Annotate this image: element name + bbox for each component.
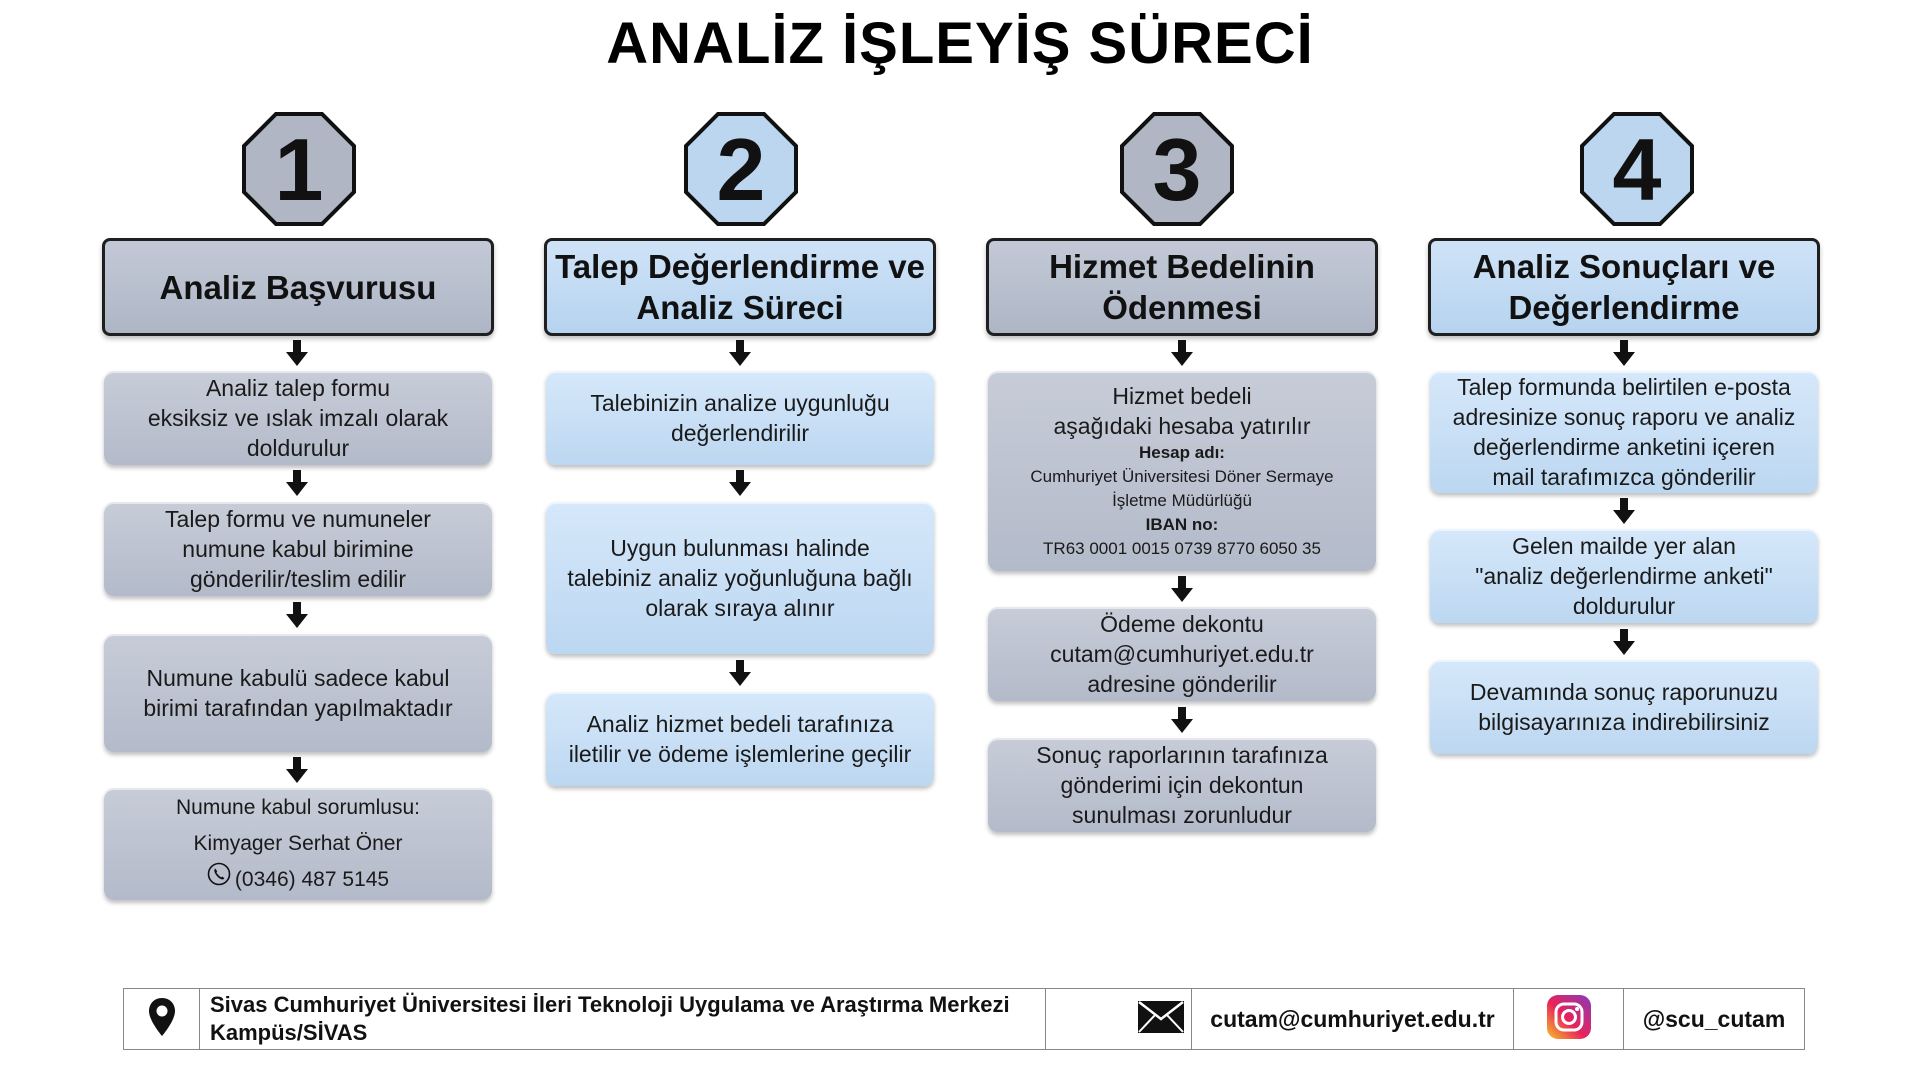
badge-number-4: 4 (1612, 120, 1662, 219)
step-text: Gelen mailde yer alan (1512, 533, 1736, 559)
step-box (104, 371, 492, 465)
step-text: Devamında sonuç raporunuzu (1469, 679, 1779, 705)
step-text: birimi tarafından yapılmaktadır (143, 695, 453, 721)
step-text: Analiz hizmet bedeli tarafınıza (586, 711, 894, 737)
down-arrow-icon (1171, 576, 1193, 602)
step-text: Sonuç raporlarının tarafınıza (1036, 742, 1328, 768)
instagram-handle[interactable]: @scu_cutam (1642, 1006, 1786, 1032)
footer-email[interactable]: cutam@cumhuriyet.edu.tr (1210, 1006, 1495, 1032)
step-text: aşağıdaki hesaba yatırılır (1053, 413, 1311, 439)
down-arrow-icon (1613, 498, 1635, 524)
badge-number-2: 2 (716, 120, 766, 219)
address-line: Sivas Cumhuriyet Üniversitesi İleri Teknoloji Uygulama ve Araştırma Merkezi (210, 992, 1010, 1017)
step-box (546, 371, 934, 465)
location-cell (124, 989, 200, 1049)
step-text: Hizmet bedeli (1112, 383, 1252, 409)
down-arrow-icon (729, 660, 751, 686)
step-text: Talep formu ve numuneler (165, 506, 431, 532)
header-line: Değerlendirme (1508, 289, 1740, 326)
column-header-4 (1428, 238, 1820, 336)
step-text: gönderimi için dekontun (1060, 772, 1304, 798)
step-badge-2 (682, 110, 800, 228)
step-text: adresinize sonuç raporu ve analiz (1452, 404, 1796, 430)
payment-box (988, 371, 1376, 571)
instagram-icon[interactable] (1545, 993, 1593, 1046)
down-arrow-icon (286, 757, 308, 783)
step-badge-4 (1578, 110, 1696, 228)
step-text: iletilir ve ödeme işlemlerine geçilir (568, 741, 912, 767)
page-title: ANALİZ İŞLEYİŞ SÜRECİ (606, 11, 1314, 76)
step-box (104, 502, 492, 596)
step-text: bilgisayarınıza indirebilirsiniz (1478, 709, 1770, 735)
step-text: adresine gönderilir (1087, 671, 1277, 697)
down-arrow-icon (729, 470, 751, 496)
down-arrow-icon (1613, 340, 1635, 366)
down-arrow-icon (286, 602, 308, 628)
step-badge-1 (240, 110, 358, 228)
step-box (1430, 660, 1818, 754)
contact-box (104, 788, 492, 900)
badge-number-3: 3 (1152, 120, 1202, 219)
down-arrow-icon (1613, 629, 1635, 655)
address-line: Kampüs/SİVAS (210, 1020, 368, 1045)
step-box (104, 634, 492, 752)
step-text: Ödeme dekontu (1100, 611, 1264, 637)
column-header-3 (986, 238, 1378, 336)
header-line: Hizmet Bedelinin (1049, 248, 1315, 285)
iban-value: TR63 0001 0015 0739 8770 6050 35 (1043, 539, 1321, 558)
step-text: olarak sıraya alınır (645, 595, 835, 621)
step-text: doldurulur (246, 435, 350, 461)
step-box (988, 738, 1376, 832)
envelope-icon (1137, 1000, 1185, 1039)
envelope-cell (1046, 989, 1192, 1049)
down-arrow-icon (729, 340, 751, 366)
column-header-1 (102, 238, 494, 336)
step-text: eksiksiz ve ıslak imzalı olarak (147, 405, 449, 431)
phone-icon (207, 862, 231, 898)
step-text: Talebinizin analize uygunluğu (590, 390, 890, 416)
column-header-2 (544, 238, 936, 336)
step-box (546, 692, 934, 786)
email-link[interactable]: cutam@cumhuriyet.edu.tr (1050, 641, 1314, 667)
step-text: sunulması zorunludur (1072, 802, 1292, 828)
badge-number-1: 1 (274, 120, 324, 219)
down-arrow-icon (1171, 707, 1193, 733)
down-arrow-icon (286, 340, 308, 366)
step-text: doldurulur (1572, 593, 1676, 619)
step-text: "analiz değerlendirme anketi" (1475, 563, 1773, 589)
step-box (1430, 529, 1818, 623)
step-box (546, 502, 934, 654)
header-line: Analiz Süreci (636, 289, 844, 326)
location-pin-icon (147, 997, 177, 1042)
account-name: Cumhuriyet Üniversitesi Döner Sermaye (1030, 467, 1334, 486)
step-text: Analiz talep formu (205, 375, 391, 401)
account-name: İşletme Müdürlüğü (1112, 491, 1252, 510)
footer-bar (123, 988, 1805, 1050)
header-line: Ödenmesi (1102, 289, 1262, 326)
phone-number[interactable]: (0346) 487 5145 (234, 868, 390, 891)
address-cell (200, 989, 1046, 1049)
step-text: gönderilir/teslim edilir (189, 566, 407, 592)
step-text: Talep formunda belirtilen e-posta (1457, 374, 1791, 400)
step-text: Numune kabulü sadece kabul (146, 665, 450, 691)
email-cell (1192, 989, 1514, 1049)
step-text: Uygun bulunması halinde (610, 535, 870, 561)
header-line: Talep Değerlendirme ve (555, 248, 925, 285)
step-text: değerlendirilir (670, 420, 810, 446)
header-line: Analiz Başvurusu (159, 268, 437, 306)
step-text: numune kabul birimine (182, 536, 414, 562)
step-text: talebiniz analiz yoğunluğuna bağlı (567, 565, 913, 591)
instagram-cell (1624, 989, 1804, 1049)
header-line: Analiz Sonuçları ve (1472, 248, 1776, 285)
step-text: Kimyager Serhat Öner (193, 832, 403, 855)
step-text: mail tarafımızca gönderilir (1492, 464, 1756, 490)
step-text: değerlendirme anketini içeren (1473, 434, 1775, 460)
step-box (1430, 371, 1818, 493)
down-arrow-icon (286, 470, 308, 496)
step-text: Numune kabul sorumlusu: (176, 796, 420, 819)
instagram-icon-cell (1514, 989, 1624, 1049)
phone-row (207, 862, 389, 898)
step-badge-3 (1118, 110, 1236, 228)
down-arrow-icon (1171, 340, 1193, 366)
step-box (988, 607, 1376, 701)
iban-label: IBAN no: (1145, 515, 1219, 534)
account-name-label: Hesap adı: (1139, 443, 1225, 462)
